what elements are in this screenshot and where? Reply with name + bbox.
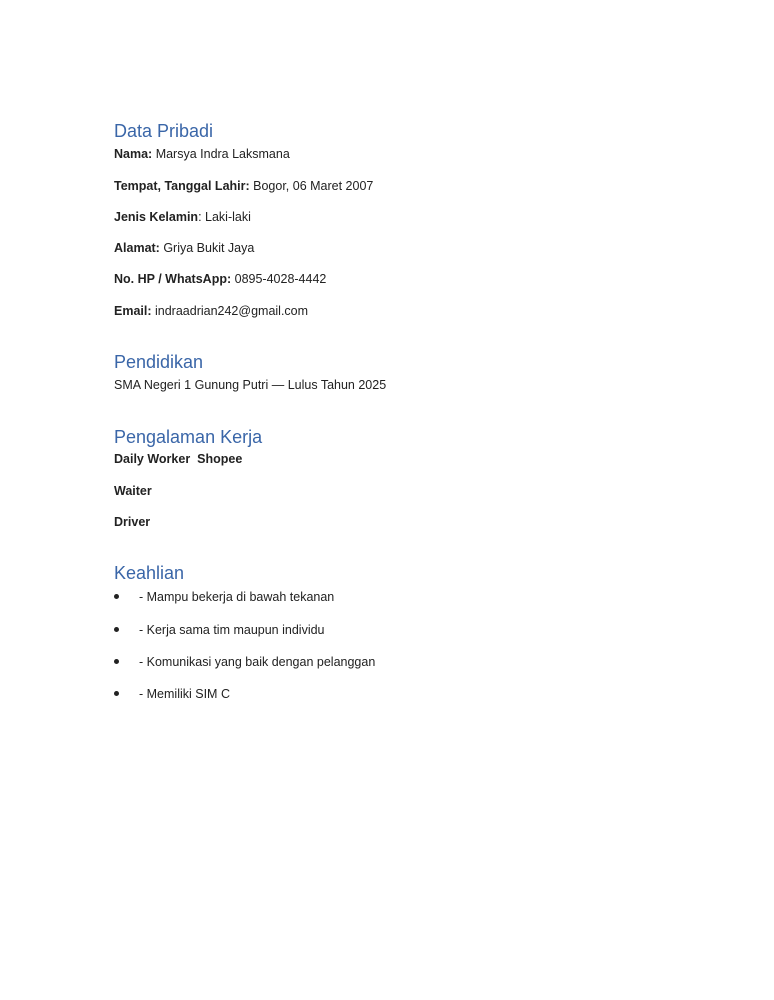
skill-text: - Mampu bekerja di bawah tekanan [139,590,335,604]
education-heading: Pendidikan [114,352,204,372]
skills-section [114,562,674,712]
experience-item: Driver [114,515,151,529]
gender-field [114,209,251,225]
phone-field [114,271,326,287]
address-value: Griya Bukit Jaya [159,241,255,255]
bullet-icon [114,627,119,632]
experience-item: Waiter [114,484,152,498]
skill-text: - Komunikasi yang baik dengan pelanggan [139,655,376,669]
experience-item: Daily Worker Shopee [114,452,243,466]
name-field [114,146,290,162]
birth-value: Bogor, 06 Maret 2007 [249,179,374,193]
bullet-icon [114,691,119,696]
personal-data-section [114,120,674,330]
skill-item [114,654,375,670]
skill-item [114,589,334,605]
birth-label: Tempat, Tanggal Lahir: [114,179,250,193]
skill-item [114,622,325,638]
personal-data-heading: Data Pribadi [114,121,214,141]
skill-text: - Memiliki SIM C [139,687,230,701]
education-section [114,351,674,401]
phone-label: No. HP / WhatsApp: [114,272,232,286]
name-value: Marsya Indra Laksmana [152,147,290,161]
gender-value: : Laki-laki [198,210,251,224]
education-text: SMA Negeri 1 Gunung Putri — Lulus Tahun 2025 [114,378,387,392]
address-label: Alamat: [114,241,160,255]
email-label: Email: [114,304,152,318]
skill-item [114,686,230,702]
experience-section [114,426,674,536]
name-label: Nama: [114,147,153,161]
skill-text: - Kerja sama tim maupun individu [139,623,325,637]
phone-value: 0895-4028-4442 [231,272,327,286]
birth-field [114,178,373,194]
bullet-icon [114,594,119,599]
email-value: indraadrian242@gmail.com [151,304,309,318]
gender-label: Jenis Kelamin [114,210,199,224]
address-field [114,240,254,256]
skills-heading: Keahlian [114,563,185,583]
email-field [114,303,308,319]
experience-heading: Pengalaman Kerja [114,427,263,447]
bullet-icon [114,659,119,664]
